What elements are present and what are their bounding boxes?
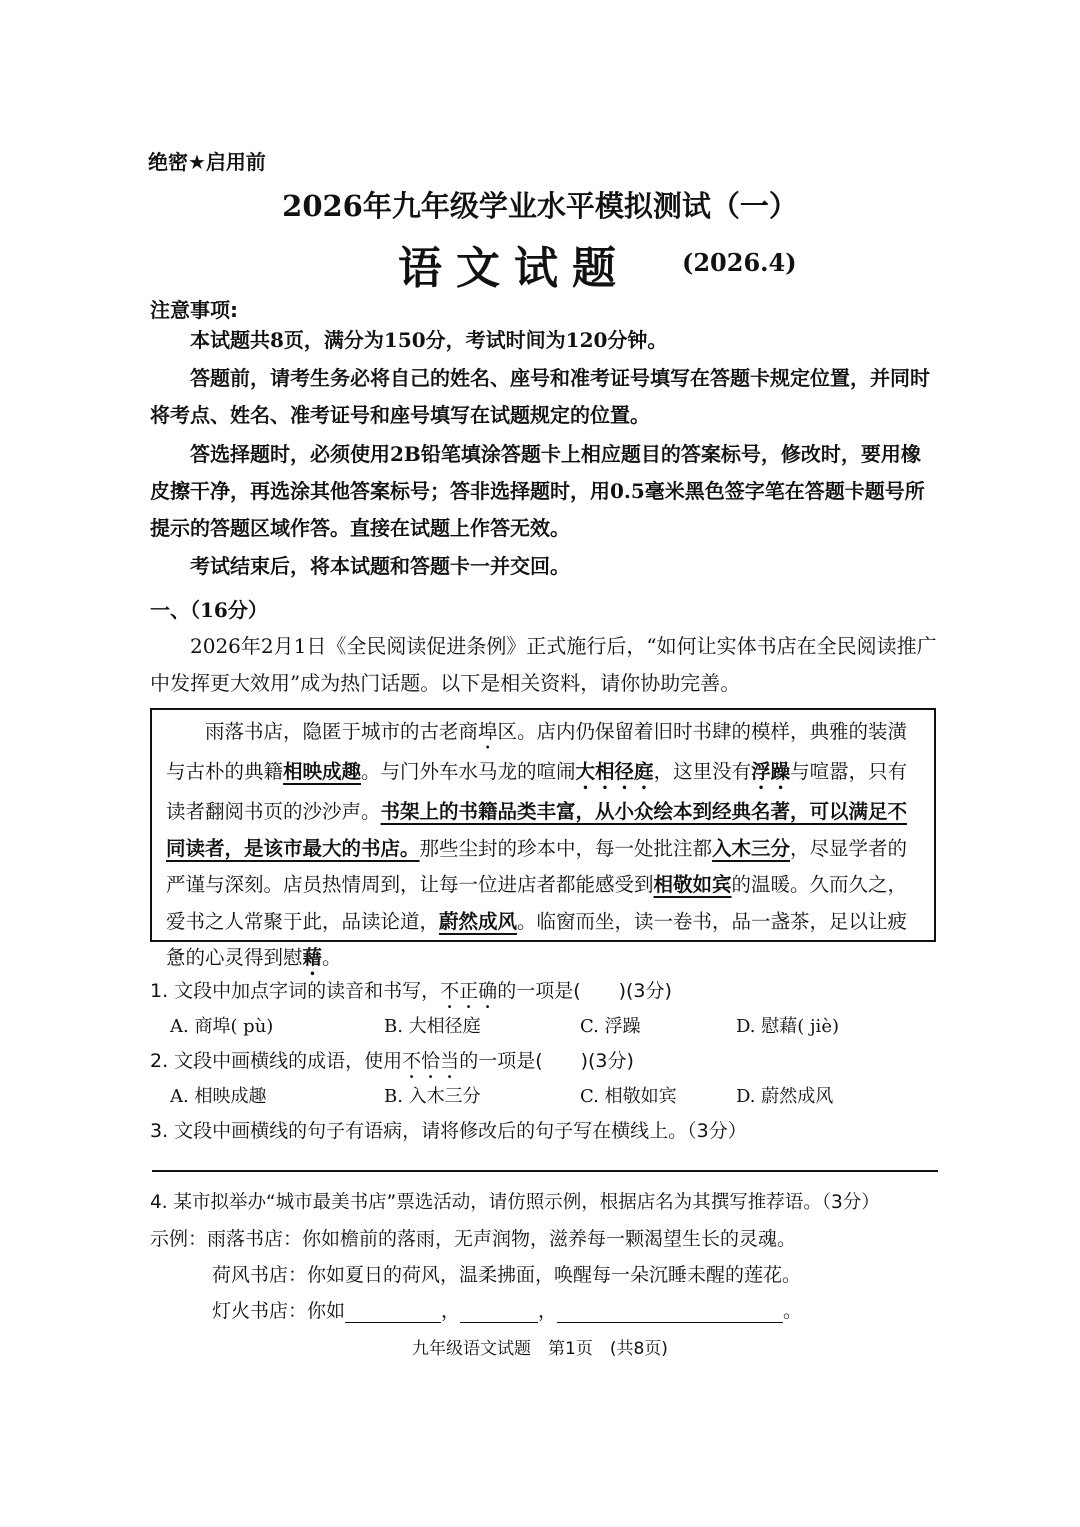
q1-option-a: A. 商埠( pù) (170, 1016, 274, 1037)
q1-option-c: C. 浮躁 (580, 1016, 641, 1037)
q4-blank-1[interactable] (345, 1300, 441, 1323)
notice-heading: 注意事项: (150, 298, 238, 322)
notice-paragraph-2: 答题前，请考生务必将自己的姓名、座号和准考证号填写在答题卡规定位置，并同时将考点、姓名、准考证号和座号填写在试题规定的位置。 (150, 366, 930, 427)
notice-paragraph-4: 考试结束后，将本试题和答题卡一并交回。 (190, 554, 570, 578)
section-1-heading: 一、（16分） (150, 598, 268, 622)
confidential-label: 绝密★启用前 (148, 150, 266, 174)
notice-paragraph-3: 答选择题时，必须使用2B铅笔填涂答题卡上相应题目的答案标号，修改时，要用橡皮擦干净，再选涂其他答案标号；答非选择题时，用0.5毫米黑色签字笔在答题卡题号所提示的答题区域作答。直接在试题上作答无效。 (150, 442, 925, 540)
underlined-sentence: 书架上的书籍品类丰富，从小众绘本到经典名著，可以满足不同读者，是该市最大的书店。 (166, 800, 908, 860)
passage-box: 雨落书店，隐匿于城市的古老商埠区。店内仍保留着旧时书肆的模样，典雅的装潢与古朴的典籍相映成趣。与门外车水马龙的喧闹大相径庭，这里没有浮躁与喧嚣，只有读者翻阅书页的沙沙声。书架上的书籍品类丰富，从小众绘本到经典名著，可以满足不同读者，是该市最大的书店。那些尘封的珍本中，每一处批注都入木三分，尽显学者的严谨与深刻。店员热情周到，让每一位进店者都能感受到相敬如宾的温暖。久而久之，爱书之人常聚于此，品读论道，蔚然成风。临窗而坐，读一卷书，品一盏茶，足以让疲惫的心灵得到慰藉。 (150, 708, 936, 942)
question-3: 3. 文段中画横线的句子有语病，请将修改后的句子写在横线上。（3分） (150, 1120, 747, 1142)
exam-title: 2026年九年级学业水平模拟测试（一） (282, 189, 798, 223)
question-4: 4. 某市拟举办“城市最美书店”票选活动，请仿照示例，根据店名为其撰写推荐语。（3分） (150, 1192, 880, 1213)
question-1: 1. 文段中加点字词的读音和书写，不正确的一项是( )(3分) (150, 980, 672, 1002)
underlined-idiom: 入木三分 (712, 836, 791, 860)
dotted-word: 大相径庭 (575, 760, 654, 783)
notice-paragraph-1: 本试题共8页，满分为150分，考试时间为120分钟。 (190, 328, 668, 352)
exam-date: (2026.4) (682, 248, 797, 277)
q4-blank-2[interactable] (460, 1300, 538, 1323)
section-1-intro: 2026年2月1日《全民阅读促进条例》正式施行后，“如何让实体书店在全民阅读推广中发挥更大效用”成为热门话题。以下是相关资料，请你协助完善。 (150, 634, 937, 695)
q2-option-a: A. 相映成趣 (170, 1086, 267, 1107)
q3-answer-line[interactable] (152, 1170, 938, 1172)
q4-blank-3[interactable] (557, 1300, 783, 1323)
q2-option-b: B. 入木三分 (384, 1086, 481, 1107)
dotted-word: 浮躁 (751, 760, 791, 783)
q4-task: 灯火书店：你如 ， ， 。 (212, 1300, 803, 1322)
q4-example-1: 示例：雨落书店：你如檐前的落雨，无声润物，滋养每一颗渴望生长的灵魂。 (150, 1228, 797, 1250)
dotted-word: 藉 (302, 946, 323, 969)
underlined-idiom: 相映成趣 (283, 760, 362, 783)
q1-option-b: B. 大相径庭 (384, 1016, 481, 1037)
q2-option-d: D. 蔚然成风 (736, 1086, 834, 1107)
page-footer: 九年级语文试题 第1页 (共8页) (412, 1339, 668, 1359)
underlined-idiom: 相敬如宾 (653, 873, 732, 896)
q1-option-d: D. 慰藉( jiè) (736, 1016, 839, 1037)
question-2: 2. 文段中画横线的成语，使用不恰当的一项是( )(3分) (150, 1050, 634, 1072)
subject-title: 语文试题 (398, 243, 630, 294)
q2-option-c: C. 相敬如宾 (580, 1086, 677, 1107)
q4-example-2: 荷风书店：你如夏日的荷风，温柔拂面，唤醒每一朵沉睡未醒的莲花。 (212, 1264, 802, 1286)
underlined-idiom: 蔚然成风 (439, 909, 518, 933)
dotted-word: 埠 (478, 720, 498, 743)
